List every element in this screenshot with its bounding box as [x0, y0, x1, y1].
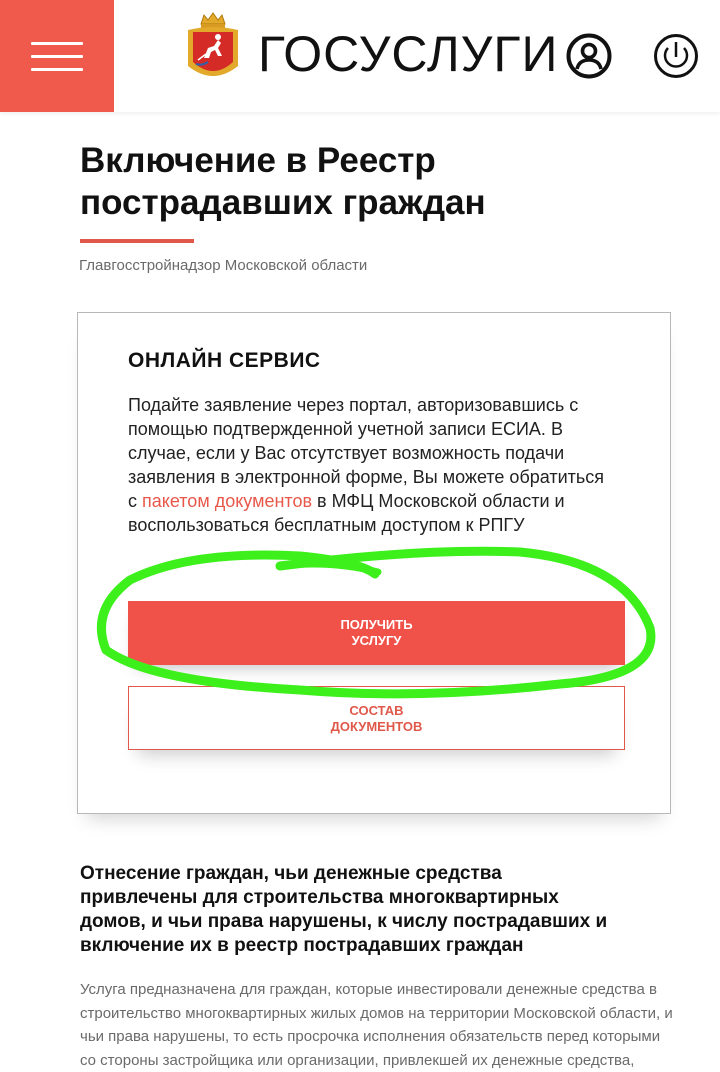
page-title-line-2: пострадавших граждан: [80, 183, 486, 222]
coat-of-arms-icon[interactable]: [184, 10, 242, 84]
hamburger-icon-bar-top: [31, 42, 83, 45]
documents-list-button-line-1: СОСТАВ: [349, 703, 404, 718]
get-service-button-line-1: ПОЛУЧИТЬ: [340, 617, 413, 632]
get-service-button-line-2: УСЛУГУ: [351, 633, 402, 648]
online-service-card: [77, 312, 671, 814]
documents-package-link[interactable]: пакетом документов: [142, 491, 313, 511]
documents-list-button-line-2: ДОКУМЕНТОВ: [330, 719, 423, 734]
card-description: [128, 393, 618, 537]
brand-title[interactable]: ГОСУСЛУГИ: [258, 26, 559, 82]
power-icon[interactable]: [653, 33, 699, 79]
section-description: Услуга предназначена для граждан, которые инвестировали денежные средства в строительство многоквартирных жилых домов на территории Московской области, и чьи права нарушены, то есть просрочка исполнения обязательств перед которыми со стороны застройщика или организации, привлекшей их денежные средства,: [80, 981, 673, 1069]
user-icon[interactable]: [566, 33, 612, 79]
agency-name: Главгосстройнадзор Московской области: [79, 257, 368, 274]
card-text-part-2: в МФЦ Московской области и воспользоваться бесплатным доступом к РПГУ: [128, 491, 565, 535]
section-title: Отнесение граждан, чьи денежные средства привлечены для строительства многоквартирных домов, и чьи права нарушены, к числу пострадавших и включение их в реестр пострадавших граждан: [80, 863, 608, 956]
page-title-line-1: Включение в Реестр: [80, 141, 436, 180]
top-header: [0, 0, 720, 112]
documents-list-button[interactable]: [128, 686, 625, 750]
page-title: [80, 140, 660, 224]
title-underline: [80, 239, 194, 243]
hamburger-icon-bar-bottom: [31, 68, 83, 71]
card-text-part-1: Подайте заявление через портал, авторизовавшись с помощью подтвержденной учетной записи ЕСИА. В случае, если у Вас отсутствует возможность подачи заявления в электронной форме, Вы можете обратиться с: [128, 395, 605, 511]
hamburger-icon-bar-middle: [31, 55, 83, 58]
card-title: ОНЛАЙН СЕРВИС: [128, 349, 321, 372]
get-service-button[interactable]: [128, 601, 625, 665]
menu-button[interactable]: [0, 0, 114, 112]
